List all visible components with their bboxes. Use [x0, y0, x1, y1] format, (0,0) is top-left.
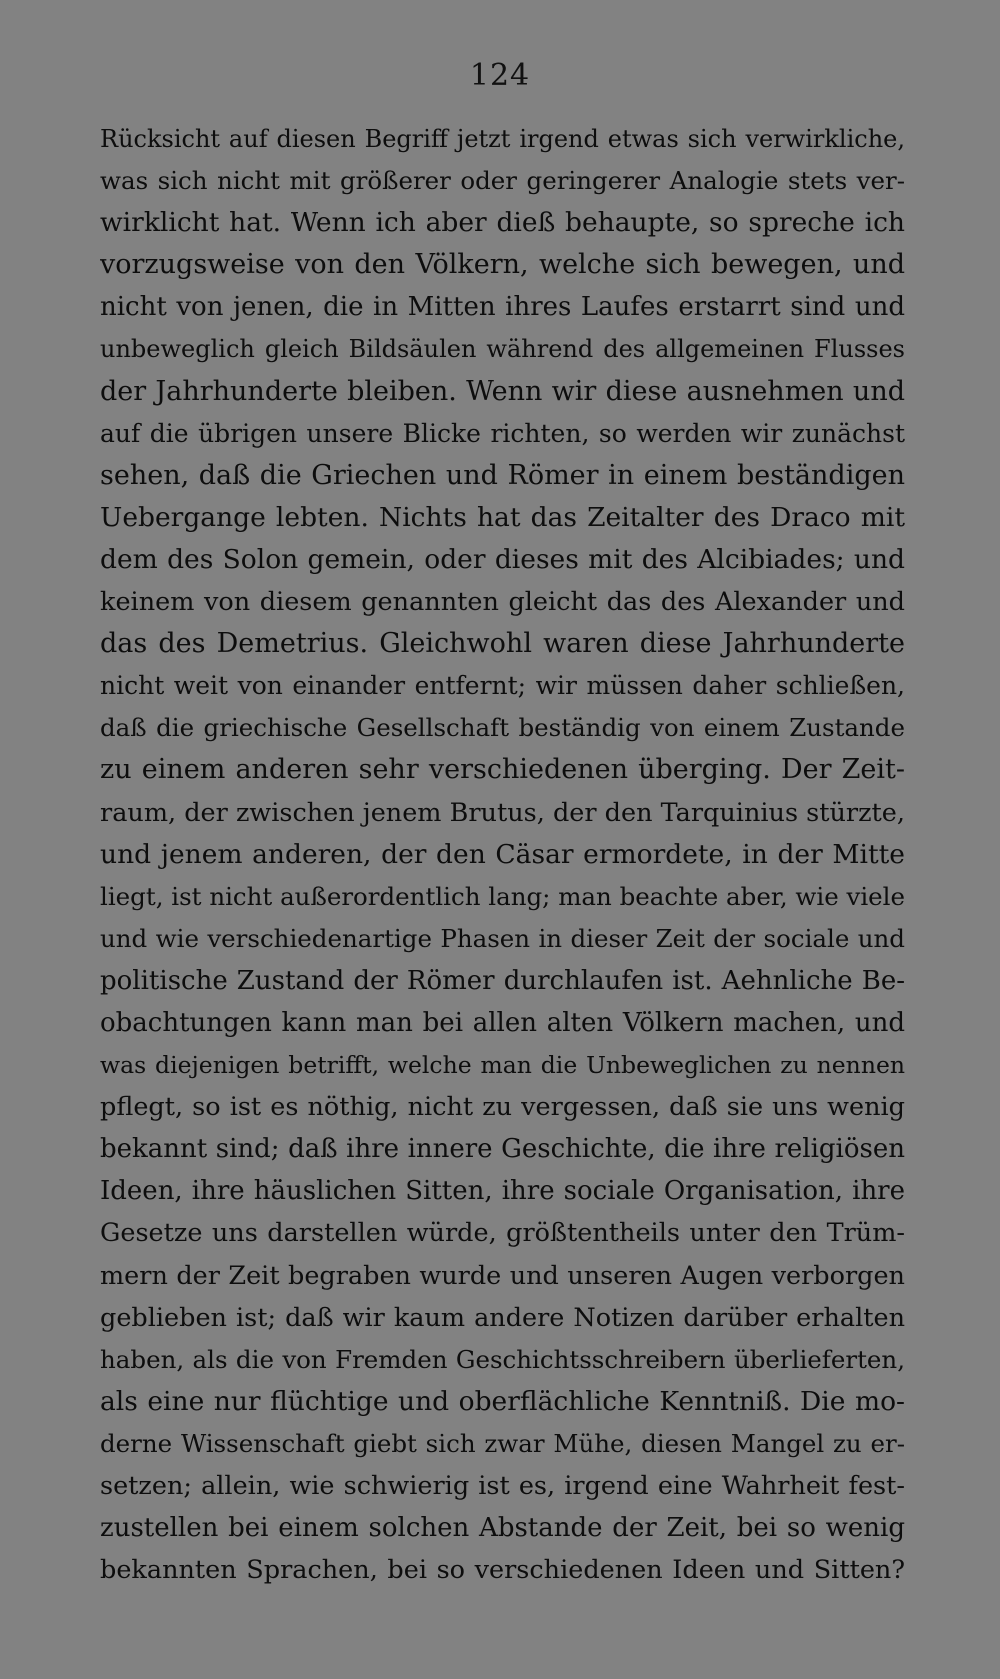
body-text [100, 118, 905, 1591]
text-line: obachtungen kann man bei allen alten Völkern machen, und [100, 1007, 905, 1038]
text-line: liegt, ist nicht außerordentlich lang; man beachte aber, wie viele [100, 881, 905, 911]
text-line: unbeweglich gleich Bildsäulen während des allgemeinen Flusses [100, 335, 905, 364]
text-line: dem des Solon gemein, oder dieses mit des Alcibiades; und [100, 543, 905, 575]
text-line: bekannt sind; daß ihre innere Geschichte, die ihre religiösen [100, 1134, 905, 1165]
text-line: setzen; allein, wie schwierig ist es, irgend eine Wahrheit fest- [100, 1471, 905, 1501]
text-line: vorzugsweise von den Völkern, welche sich bewegen, und [100, 249, 905, 281]
text-line: nicht von jenen, die in Mitten ihres Laufes erstarrt sind und [100, 292, 905, 323]
text-line: keinem von diesem genannten gleicht das des Alexander und [100, 587, 905, 618]
text-line: nicht weit von einander entfernt; wir müssen daher schließen, [100, 671, 905, 701]
text-line: derne Wissenschaft giebt sich zwar Mühe, diesen Mangel zu er- [100, 1428, 905, 1458]
text-line: Gesetze uns darstellen würde, größtentheils unter den Trüm- [100, 1218, 905, 1249]
text-line: zustellen bei einem solchen Abstande der Zeit, bei so wenig [100, 1513, 905, 1544]
text-line: haben, als die von Fremden Geschichtsschreibern überlieferten, [100, 1344, 905, 1374]
text-line: sehen, daß die Griechen und Römer in einem beständigen [100, 459, 905, 491]
text-line: der Jahrhunderte bleiben. Wenn wir diese ausnehmen und [100, 375, 905, 407]
text-line: daß die griechische Gesellschaft beständig von einem Zustande [100, 713, 905, 743]
text-line: zu einem anderen sehr verschiedenen überging. Der Zeit- [100, 754, 905, 786]
text-line: mern der Zeit begraben wurde und unseren Augen verborgen [100, 1260, 905, 1291]
text-line: wirklicht hat. Wenn ich aber dieß behaupte, so spreche ich [100, 207, 905, 239]
text-line: Uebergange lebten. Nichts hat das Zeitalter des Draco mit [100, 501, 905, 533]
page-number: 124 [469, 58, 531, 93]
text-line: als eine nur flüchtige und oberflächliche Kenntniß. Die mo- [100, 1385, 905, 1417]
text-line: was diejenigen betrifft, welche man die Unbeweglichen zu nennen [100, 1051, 905, 1080]
text-line: was sich nicht mit größerer oder geringerer Analogie stets ver- [100, 166, 905, 196]
text-line: das des Demetrius. Gleichwohl waren diese Jahrhunderte [100, 628, 905, 660]
text-line: und jenem anderen, der den Cäsar ermordete, in der Mitte [100, 838, 905, 870]
text-line: Ideen, ihre häuslichen Sitten, ihre sociale Organisation, ihre [100, 1176, 905, 1207]
text-line: und wie verschiedenartige Phasen in dieser Zeit der sociale und [100, 923, 905, 953]
text-line: geblieben ist; daß wir kaum andere Notizen darüber erhalten [100, 1302, 905, 1333]
text-line: auf die übrigen unsere Blicke richten, so werden wir zunächst [100, 418, 905, 448]
text-line: raum, der zwischen jenem Brutus, der den Tarquinius stürzte, [100, 797, 905, 828]
text-line: Rücksicht auf diesen Begriff jetzt irgend etwas sich verwirkliche, [100, 125, 905, 153]
text-line: pflegt, so ist es nöthig, nicht zu vergessen, daß sie uns wenig [100, 1092, 905, 1123]
text-line: politische Zustand der Römer durchlaufen ist. Aehnliche Be- [100, 965, 905, 996]
text-line: bekannten Sprachen, bei so verschiedenen Ideen und Sitten? [100, 1555, 905, 1586]
